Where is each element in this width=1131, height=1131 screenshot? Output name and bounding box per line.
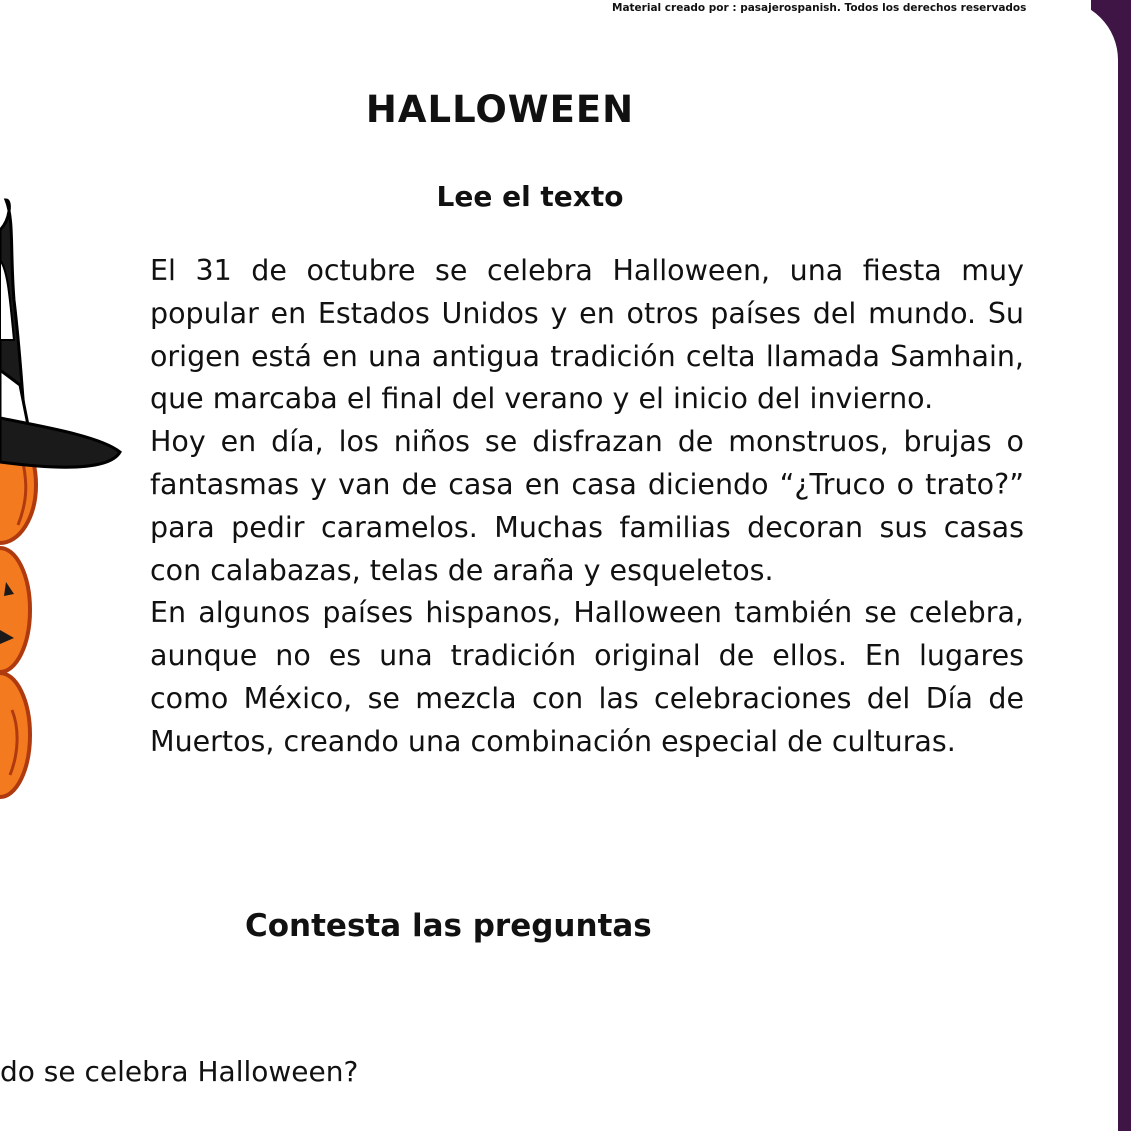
reading-instruction: Lee el texto bbox=[436, 180, 624, 213]
reading-paragraph: En algunos países hispanos, Halloween también se celebra, aunque no es una tradición original de ellos. En lugares como México, se mezcla con las celebraciones del Día de Muertos, creando una combinación especial de culturas. bbox=[150, 596, 1024, 758]
reading-paragraph: El 31 de octubre se celebra Halloween, una fiesta muy popular en Estados Unidos y en otros países del mundo. Su origen está en una antigua tradición celta llamada Samhain, que marcaba el final del verano y el inicio del invierno. bbox=[150, 254, 1024, 416]
questions-heading: Contesta las preguntas bbox=[245, 908, 652, 944]
copyright-notice: Material creado por : pasajerospanish. Todos los derechos reservados bbox=[612, 2, 1027, 14]
reading-text bbox=[150, 250, 1024, 764]
page-title: HALLOWEEN bbox=[365, 88, 635, 131]
witch-hat-pumpkin-stack-icon bbox=[0, 190, 130, 810]
question-item: do se celebra Halloween? bbox=[0, 1055, 359, 1088]
reading-paragraph: Hoy en día, los niños se disfrazan de monstruos, brujas o fantasmas y van de casa en casa diciendo “¿Truco o trato?” para pedir caramelos. Muchas familias decoran sus casas con calabazas, telas de araña y esqueletos. bbox=[150, 425, 1024, 587]
